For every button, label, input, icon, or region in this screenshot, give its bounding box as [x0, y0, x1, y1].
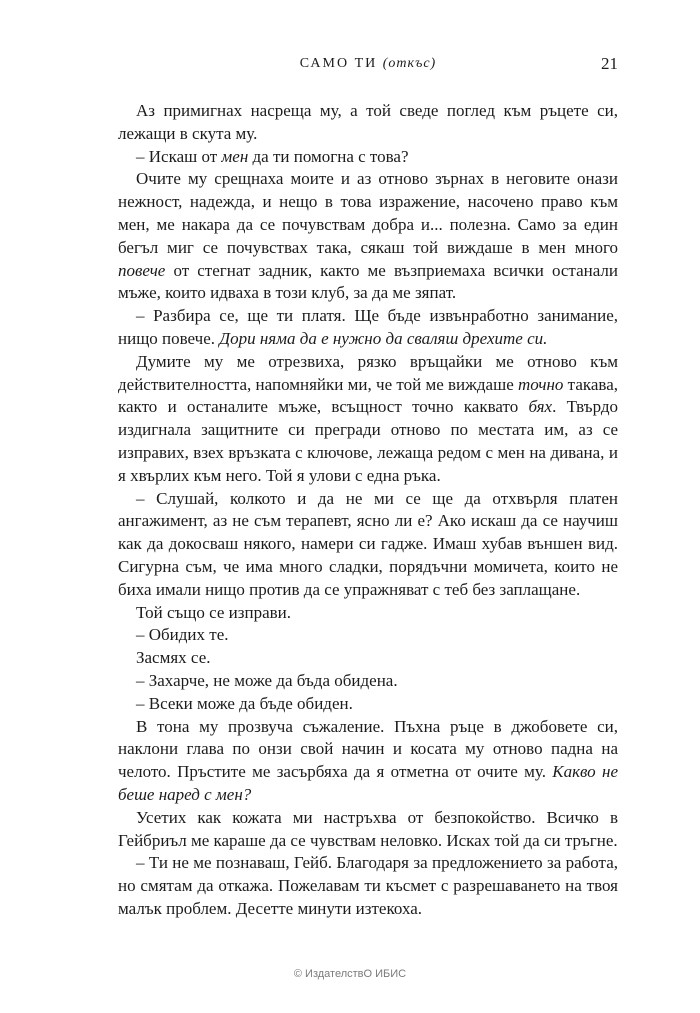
paragraph-10: – Захарче, не може да бъда обидена.: [136, 670, 398, 690]
paragraph-2: – Искаш от мен да ти помогна с това?: [136, 146, 409, 166]
running-title: [118, 56, 618, 72]
paragraph-8: – Обидих те.: [136, 625, 229, 645]
paragraph-6: – Слушай, колкото и да не ми се ще да отхвърля платен ангажимент, аз не съм терапевт, ясно ли е? Ако искаш да се научиш как да докосваш някого, намери си гадже. Имаш хубав външен вид. Сигурна съм, че има много сладки, порядъчни момичета, които не биха имали нищо против да се упражняват с теб без заплащане.: [118, 488, 618, 599]
paragraph-13: Усетих как кожата ми настръхва от безпокойство. Всичко в Гейбриъл ме караше да се чувствам неловко. Исках той да си тръгне.: [118, 807, 618, 850]
page-header: [118, 56, 618, 80]
paragraph-1: Аз примигнах насреща му, а той сведе поглед към ръцете си, лежащи в скута му.: [118, 101, 618, 143]
text-body: [118, 100, 618, 921]
paragraph-7: Той също се изправи.: [136, 602, 292, 622]
paragraph-9: Засмях се.: [136, 648, 211, 668]
paragraph-3: Очите му срещнаха моите и аз отново зърнах в неговите онази нежност, надежда, и нещо в това изражение, насочено право към мен, ме накара да се почувствам добра и... полезна. Само за един бегъл миг се почувствах така, сякаш той виждаше в мен много повече от стегнат задник, както ме възприемаха всички останали мъже, които идваха в този клуб, за да ме зяпат.: [118, 169, 618, 303]
book-subtitle: (откъс): [382, 56, 437, 71]
paragraph-12: В тона му прозвуча съжаление. Пъхна ръце в джобовете си, наклони глава по онзи свой начин и косата му отново падна на челото. Пръстите ме засърбяха да я отметна от очите му. Какво не беше наред с мен?: [118, 716, 618, 804]
footer-copyright: © ИздателствО ИБИС: [293, 968, 407, 980]
page-number: 21: [601, 54, 618, 73]
paragraph-4: – Разбира се, ще ти платя. Ще бъде извънработно занимание, нищо повече. Дори няма да е нужно да сваляш дрехите си.: [118, 306, 618, 348]
paragraph-14: – Ти не ме познаваш, Гейб. Благодаря за предложението за работа, но смятам да откажа. Пожелавам ти късмет с разрешаването на твоя малък проблем. Десетте минути изтекоха.: [118, 853, 618, 918]
paragraph-5: Думите му ме отрезвиха, рязко връщайки ме отново към действителността, напомняйки ми, че той ме виждаше точно такава, както и останалите мъже, всъщност точно каквато бях. Твърдо издигнала защитните си прегради отново по местата им, аз се изправих, взех връзката с ключове, лежаща редом с мен на дивана, и я хвърлих към него. Той я улови с една ръка.: [118, 351, 619, 485]
paragraph-11: – Всеки може да бъде обиден.: [136, 693, 353, 713]
book-title: САМО ТИ: [299, 56, 378, 71]
